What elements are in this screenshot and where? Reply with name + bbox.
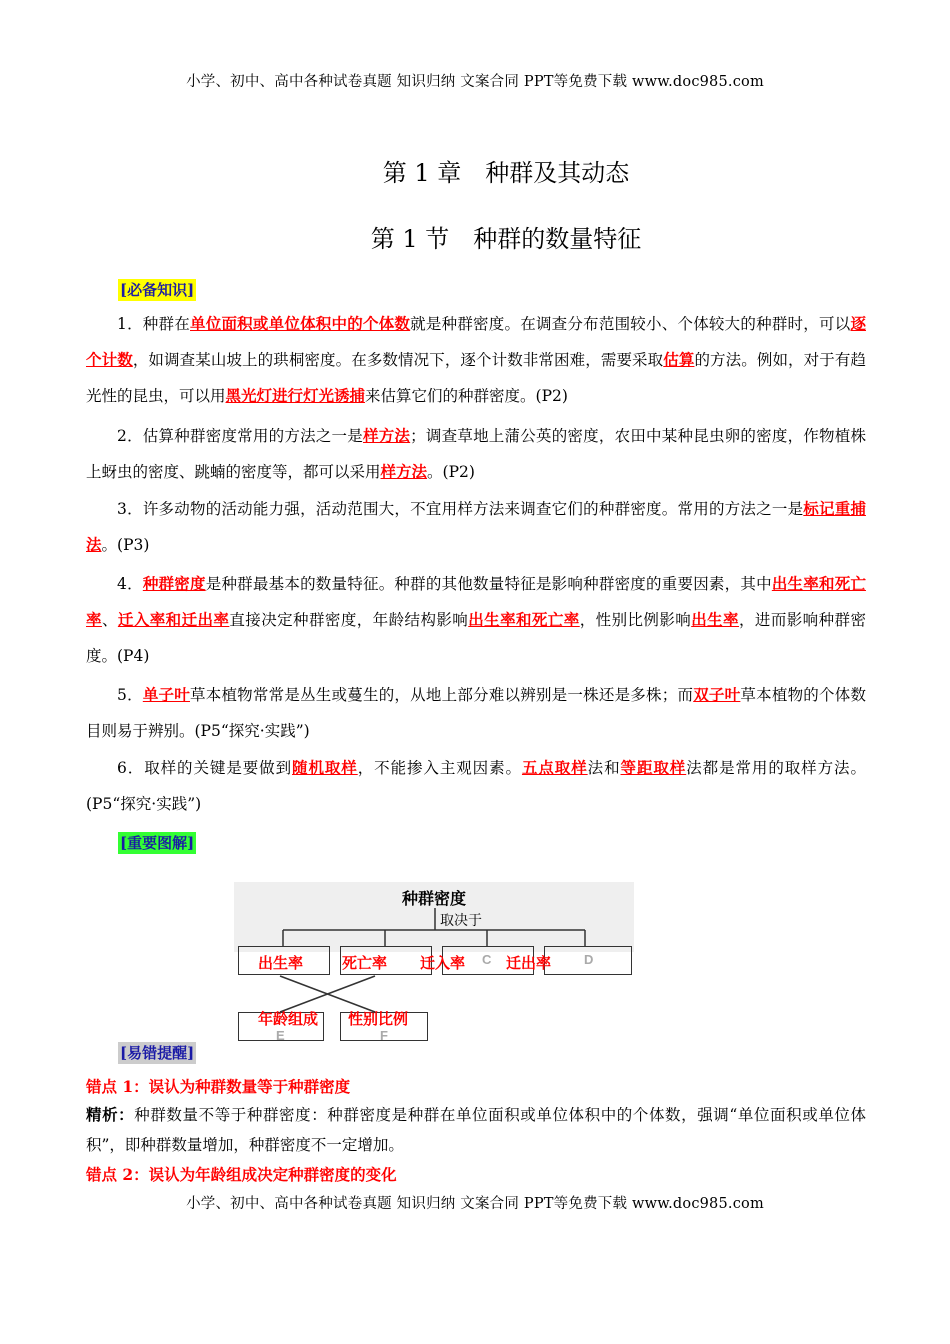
keyword: 样方法 <box>362 426 411 445</box>
keyword: 估算 <box>663 350 695 369</box>
keyword: 迁入率和迁出率 <box>117 610 230 629</box>
keyword: 黑光灯进行灯光诱捕 <box>225 386 366 405</box>
ghost-letter: F <box>380 1028 388 1043</box>
keyword: 样方法 <box>380 462 428 481</box>
birth-rate-label: 出生率 <box>258 955 304 972</box>
paragraph-5: 5．单子叶草本植物常常是丛生或蔓生的，从地上部分难以辨别是一株还是多株；而双子叶草本植物的个体数目则易于辨别。(P5“探究·实践”) <box>86 685 866 740</box>
sex-ratio-label: 性别比例 <box>348 1011 409 1028</box>
section-title: 第 1 节 种群的数量特征 <box>370 225 642 253</box>
mistake-2-title: 错点 2：误认为年龄组成决定种群密度的变化 <box>86 1165 397 1184</box>
page-footer: 小学、初中、高中各种试卷真题 知识归纳 文案合同 PPT等免费下载 www.doc985.com <box>186 1196 764 1212</box>
age-structure-label: 年龄组成 <box>258 1011 319 1028</box>
paragraph-2: 2．估算种群密度常用的方法之一是样方法；调查草地上蒲公英的密度，农田中某种昆虫卵的密度，作物植株上蚜虫的密度、跳蝻的密度等，都可以采用样方法。(P2) <box>86 426 866 481</box>
diagram-root-label: 种群密度 <box>402 891 467 908</box>
diagram-decided-by-label: 取决于 <box>440 912 482 928</box>
paragraph-1: 1．种群在单位面积或单位体积中的个体数就是种群密度。在调查分布范围较小、个体较大的种群时，可以逐个计数，如调查某山坡上的珙桐密度。在多数情况下，逐个计数非常困难，需要采取估算的方法。例如，对于有趋光性的昆虫，可以用黑光灯进行灯光诱捕来估算它们的种群密度。(P2) <box>86 314 866 405</box>
keyword: 等距取样 <box>620 758 687 777</box>
keyword: 种群密度 <box>142 574 206 593</box>
mistake-1-title: 错点 1：误认为种群数量等于种群密度 <box>86 1077 351 1096</box>
analysis-label: 精析： <box>86 1105 135 1124</box>
keyword: 出生率 <box>691 610 739 629</box>
chapter-title: 第 1 章 种群及其动态 <box>382 159 630 187</box>
ghost-letter: C <box>482 952 492 967</box>
section-label-mistakes: [易错提醒] <box>120 1044 195 1062</box>
keyword: 标记重捕法 <box>86 499 866 554</box>
keyword: 双子叶 <box>693 685 741 704</box>
mistake-1-analysis: 精析：种群数量不等于种群密度：种群密度是种群在单位面积或单位体积中的个体数，强调“单位面积或单位体积”，即种群数量增加，种群密度不一定增加。 <box>86 1105 866 1154</box>
keyword: 出生率和死亡率 <box>468 610 580 629</box>
ghost-letter: D <box>584 952 594 967</box>
paragraph-6: 6．取样的关键是要做到随机取样，不能掺入主观因素。五点取样法和等距取样法都是常用的取样方法。(P5“探究·实践”) <box>86 758 866 813</box>
section-label-knowledge: [必备知识] <box>120 281 195 299</box>
immigration-rate-label: 迁入率 <box>420 955 466 972</box>
paragraph-4: 4．种群密度是种群最基本的数量特征。种群的其他数量特征是影响种群密度的重要因素，其中出生率和死亡率、迁入率和迁出率直接决定种群密度，年龄结构影响出生率和死亡率，性别比例影响出生率，进而影响种群密度。(P4) <box>86 574 866 665</box>
death-rate-label: 死亡率 <box>342 955 388 972</box>
keyword: 随机取样 <box>292 758 358 777</box>
ghost-letter: E <box>276 1028 285 1043</box>
keyword: 逐个计数 <box>86 314 866 369</box>
keyword: 出生率和死亡率 <box>86 574 866 629</box>
keyword: 五点取样 <box>521 758 588 777</box>
page-header: 小学、初中、高中各种试卷真题 知识归纳 文案合同 PPT等免费下载 www.doc985.com <box>186 74 764 90</box>
paragraph-3: 3．许多动物的活动能力强，活动范围大，不宜用样方法来调查它们的种群密度。常用的方法之一是标记重捕法。(P3) <box>86 499 866 554</box>
keyword: 单位面积或单位体积中的个体数 <box>190 314 411 333</box>
section-label-diagram: [重要图解] <box>120 834 195 852</box>
emigration-rate-label: 迁出率 <box>506 955 552 972</box>
keyword: 单子叶 <box>142 685 190 704</box>
population-density-diagram <box>230 882 636 1052</box>
